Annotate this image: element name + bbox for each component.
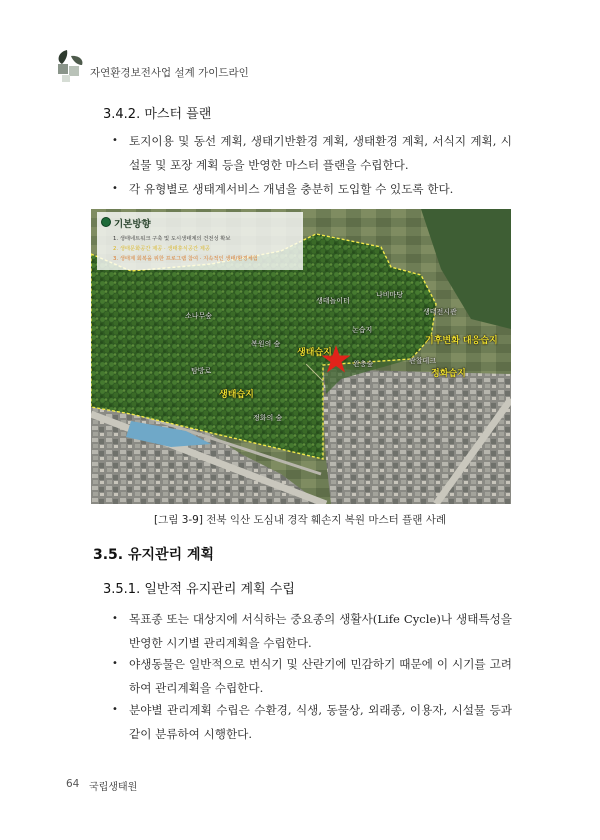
paragraph-text: 각 유형별로 생태계서비스 개념을 충분히 도입할 수 있도록 한다. — [129, 182, 454, 196]
section-heading-3-5-1: 3.5.1. 일반적 유지관리 계획 수립 — [103, 582, 295, 597]
map-label: 탐방로 — [191, 367, 212, 375]
bullet-marker: • — [112, 135, 118, 146]
paragraph-item — [112, 652, 512, 700]
paragraph-text: 토지이용 및 동선 계획, 생태기반환경 계획, 생태환경 계획, 서식지 계획, 시설물 및 포장 계획 등을 반영한 마스터 플랜을 수립한다. — [129, 134, 512, 172]
map-label-highlight: 생태습지 — [219, 390, 254, 400]
paragraph-item — [112, 698, 512, 746]
map-label: 나비마당 — [376, 291, 404, 299]
section-heading-3-5: 3.5. 유지관리 계획 — [93, 547, 215, 563]
map-label: 생태전시관 — [423, 308, 457, 316]
bullet-marker: • — [112, 183, 118, 194]
page-number: 64 — [66, 778, 80, 790]
map-label-highlight: 생태습지 — [297, 348, 332, 358]
map-label: 소나무숲 — [185, 312, 213, 320]
map-label-highlight: 정화습지 — [431, 369, 466, 379]
legend-panel — [97, 212, 303, 270]
paragraph-item — [112, 607, 512, 655]
section-heading-3-4-2: 3.4.2. 마스터 플랜 — [103, 107, 212, 122]
footer-organization: 국립생태원 — [89, 782, 138, 793]
document-title: 자연환경보전사업 설계 가이드라인 — [90, 67, 249, 79]
legend-item: 3. 생태계 회복을 위한 프로그램 참여 · 지속적인 생태/환경체험 — [113, 256, 258, 262]
legend-item: 1. 생태네트워크 구축 및 도시생태계의 건전성 확보 — [113, 236, 231, 242]
map-label: 정화의 숲 — [253, 414, 283, 422]
leaf-logo-icon — [52, 48, 86, 82]
paragraph-text: 목표종 또는 대상지에 서식하는 중요종의 생활사(Life Cycle)나 생태특성을 반영한 시기별 관리계획을 수립한다. — [129, 612, 512, 650]
bullet-marker: • — [112, 613, 118, 624]
map-label: 완충숲 — [353, 360, 374, 368]
paragraph-text: 야생동물은 일반적으로 번식기 및 산란기에 민감하기 때문에 이 시기를 고려하여 관리계획을 수립한다. — [129, 657, 512, 695]
map-label: 생태놀이터 — [316, 297, 350, 305]
map-label: 관찰데크 — [409, 357, 437, 365]
circle-marker-icon — [101, 217, 111, 227]
running-header — [52, 48, 302, 82]
paragraph-item — [112, 129, 512, 177]
master-plan-map — [91, 209, 511, 504]
map-label: 논습지 — [352, 326, 373, 334]
map-label-highlight: 기후변화 대응습지 — [425, 336, 498, 346]
legend-title: 기본방향 — [114, 219, 151, 230]
paragraph-text: 분야별 관리계획 수립은 수환경, 식생, 동물상, 외래종, 이용자, 시설물 등과 같이 분류하여 시행한다. — [129, 703, 512, 741]
paragraph-item — [112, 177, 512, 201]
figure-caption: [그림 3-9] 전북 익산 도심내 경작 훼손지 복원 마스터 플랜 사례 — [153, 514, 446, 526]
map-label: 복원의 숲 — [251, 340, 281, 348]
legend-item: 2. 생태문화공간 제공 · 생태휴식공간 제공 — [113, 246, 211, 252]
bullet-marker: • — [112, 658, 118, 669]
bullet-marker: • — [112, 704, 118, 715]
